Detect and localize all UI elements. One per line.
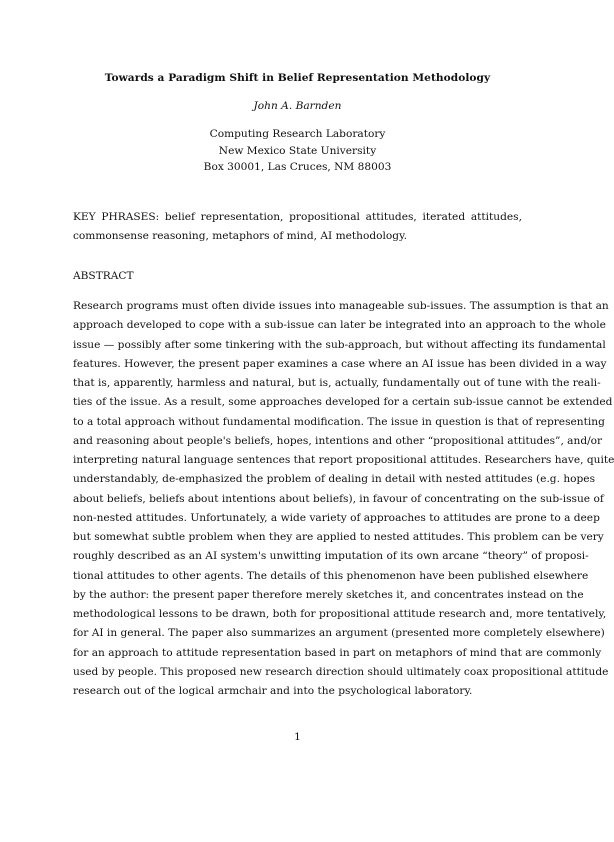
affiliation-line: Box 30001, Las Cruces, NM 88003 bbox=[203, 161, 392, 173]
abstract-line: approach developed to cope with a sub-issue can later be integrated into an approach to the whole bbox=[73, 319, 606, 332]
abstract-heading: ABSTRACT bbox=[73, 270, 134, 282]
abstract-line: about beliefs, beliefs about intentions about beliefs), in favour of concentrating on the sub-issue of bbox=[73, 492, 604, 505]
abstract-line: issue — possibly after some tinkering with the sub-approach, but without affecting its fundamental bbox=[73, 338, 606, 351]
abstract-line: non-nested attitudes. Unfortunately, a wide variety of approaches to attitudes are prone to a deep bbox=[73, 511, 600, 524]
abstract-line: used by people. This proposed new research direction should ultimately coax propositional attitude bbox=[73, 665, 609, 678]
abstract-line: understandably, de-emphasized the problem of dealing in detail with nested attitudes (e.g. hopes bbox=[73, 473, 596, 486]
abstract-line: tional attitudes to other agents. The details of this phenomenon have been published elsewhere bbox=[73, 569, 589, 582]
abstract-line: Research programs must often divide issues into manageable sub-issues. The assumption is that an bbox=[73, 300, 609, 312]
abstract-body bbox=[73, 297, 614, 701]
key-phrases: KEY PHRASES: belief representation, propositional attitudes, iterated attitudes, commonsense reasoning, metaphors of mind, AI methodology. bbox=[73, 211, 522, 243]
abstract-line: ties of the issue. As a result, some approaches developed for a certain sub-issue cannot be extended bbox=[73, 396, 613, 409]
abstract-line: features. However, the present paper examines a case where an AI issue has been divided in a way bbox=[73, 357, 607, 370]
abstract-line: to a total approach without fundamental modification. The issue in question is that of representing bbox=[73, 415, 605, 428]
affiliation-line: New Mexico State University bbox=[218, 144, 377, 157]
abstract-line: that is, apparently, harmless and natural, but is, actually, fundamentally out of tune with the reali- bbox=[73, 377, 601, 389]
abstract-line: and reasoning about people's beliefs, hopes, intentions and other “propositional attitudes”, and/or bbox=[73, 434, 603, 447]
abstract-line: research out of the logical armchair and into the psychological laboratory. bbox=[73, 685, 473, 697]
abstract-line: interpreting natural language sentences that report propositional attitudes. Researchers have, quite bbox=[73, 454, 614, 466]
abstract-line: but somewhat subtle problem when they are applied to nested attitudes. This problem can be very bbox=[73, 531, 604, 543]
abstract-line: by the author: the present paper therefore merely sketches it, and concentrates instead on the bbox=[73, 588, 584, 601]
paper-author: John A. Barnden bbox=[253, 100, 342, 112]
paper-title: Towards a Paradigm Shift in Belief Representation Methodology bbox=[104, 72, 491, 84]
abstract-line: for AI in general. The paper also summarizes an argument (presented more completely elsewhere) bbox=[73, 627, 605, 640]
affiliation-line: Computing Research Laboratory bbox=[209, 128, 386, 140]
abstract-line: for an approach to attitude representation based in part on metaphors of mind that are commonly bbox=[73, 646, 602, 659]
abstract-line: roughly described as an AI system's unwitting imputation of its own arcane “theory” of proposi- bbox=[73, 550, 589, 563]
page-number: 1 bbox=[294, 731, 301, 743]
author-affiliation bbox=[0, 126, 595, 176]
abstract-line: methodological lessons to be drawn, both for propositional attitude research and, more tentatively, bbox=[73, 608, 607, 620]
